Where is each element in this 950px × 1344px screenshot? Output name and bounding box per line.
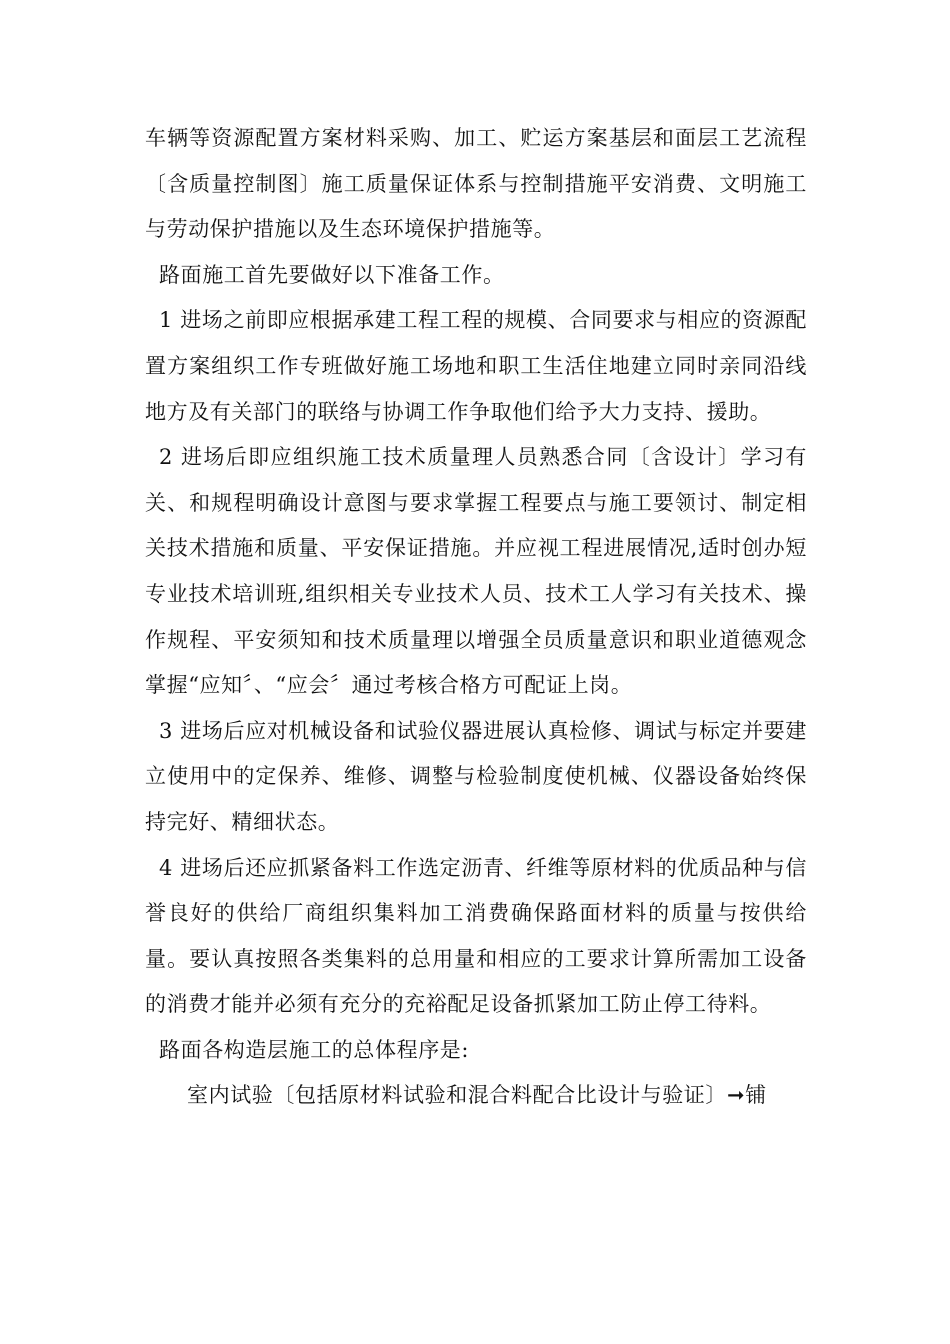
paragraph-procedure-start: 室内试验〔包括原材料试验和混合料配合比设计与验证〕➞铺 — [187, 1083, 767, 1108]
paragraph-item-3: 3 进场后应对机械设备和试验仪器进展认真检修、调试与标定并要建立使用中的定保养、维修、调整与检验制度使机械、仪器设备始终保持完好、精细状态。 — [145, 718, 807, 834]
paragraph-resource-plans: 车辆等资源配置方案材料采购、加工、贮运方案基层和面层工艺流程〔含质量控制图〕施工质量保证体系与控制措施平安消费、文明施工与劳动保护措施以及生态环境保护措施等。 — [145, 126, 807, 242]
document-body — [145, 116, 807, 1119]
paragraph-item-4: 4 进场后还应抓紧备料工作选定沥青、纤维等原材料的优质品种与信誉良好的供给厂商组织集料加工消费确保路面材料的质量与按供给量。要认真按照各类集料的总用量和相应的工要求计算所需加工设备的消费才能并必须有充分的充裕配足设备抓紧加工防止停工待料。 — [145, 855, 807, 1017]
paragraph-item-1: 1 进场之前即应根据承建工程工程的规模、合同要求与相应的资源配置方案组织工作专班做好施工场地和职工生活住地建立同时亲同沿线地方及有关部门的联络与协调工作争取他们给予大力支持、援助。 — [145, 308, 807, 424]
paragraph-procedure-intro: 路面各构造层施工的总体程序是: — [159, 1037, 470, 1062]
paragraph-item-2: 2 进场后即应组织施工技术质量理人员熟悉合同〔含设计〕学习有关、和规程明确设计意图与要求掌握工程要点与施工要领讨、制定相关技术措施和质量、平安保证措施。并应视工程进展情况,适时创办短专业技术培训班,组织相关专业技术人员、技术工人学习有关技术、操作规程、平安须知和技术质量理以增强全员质量意识和职业道德观念掌握“应知〞、“应会〞通过考核合格方可配证上岗。 — [145, 445, 807, 698]
paragraph-preparation-intro: 路面施工首先要做好以下准备工作。 — [159, 262, 505, 287]
